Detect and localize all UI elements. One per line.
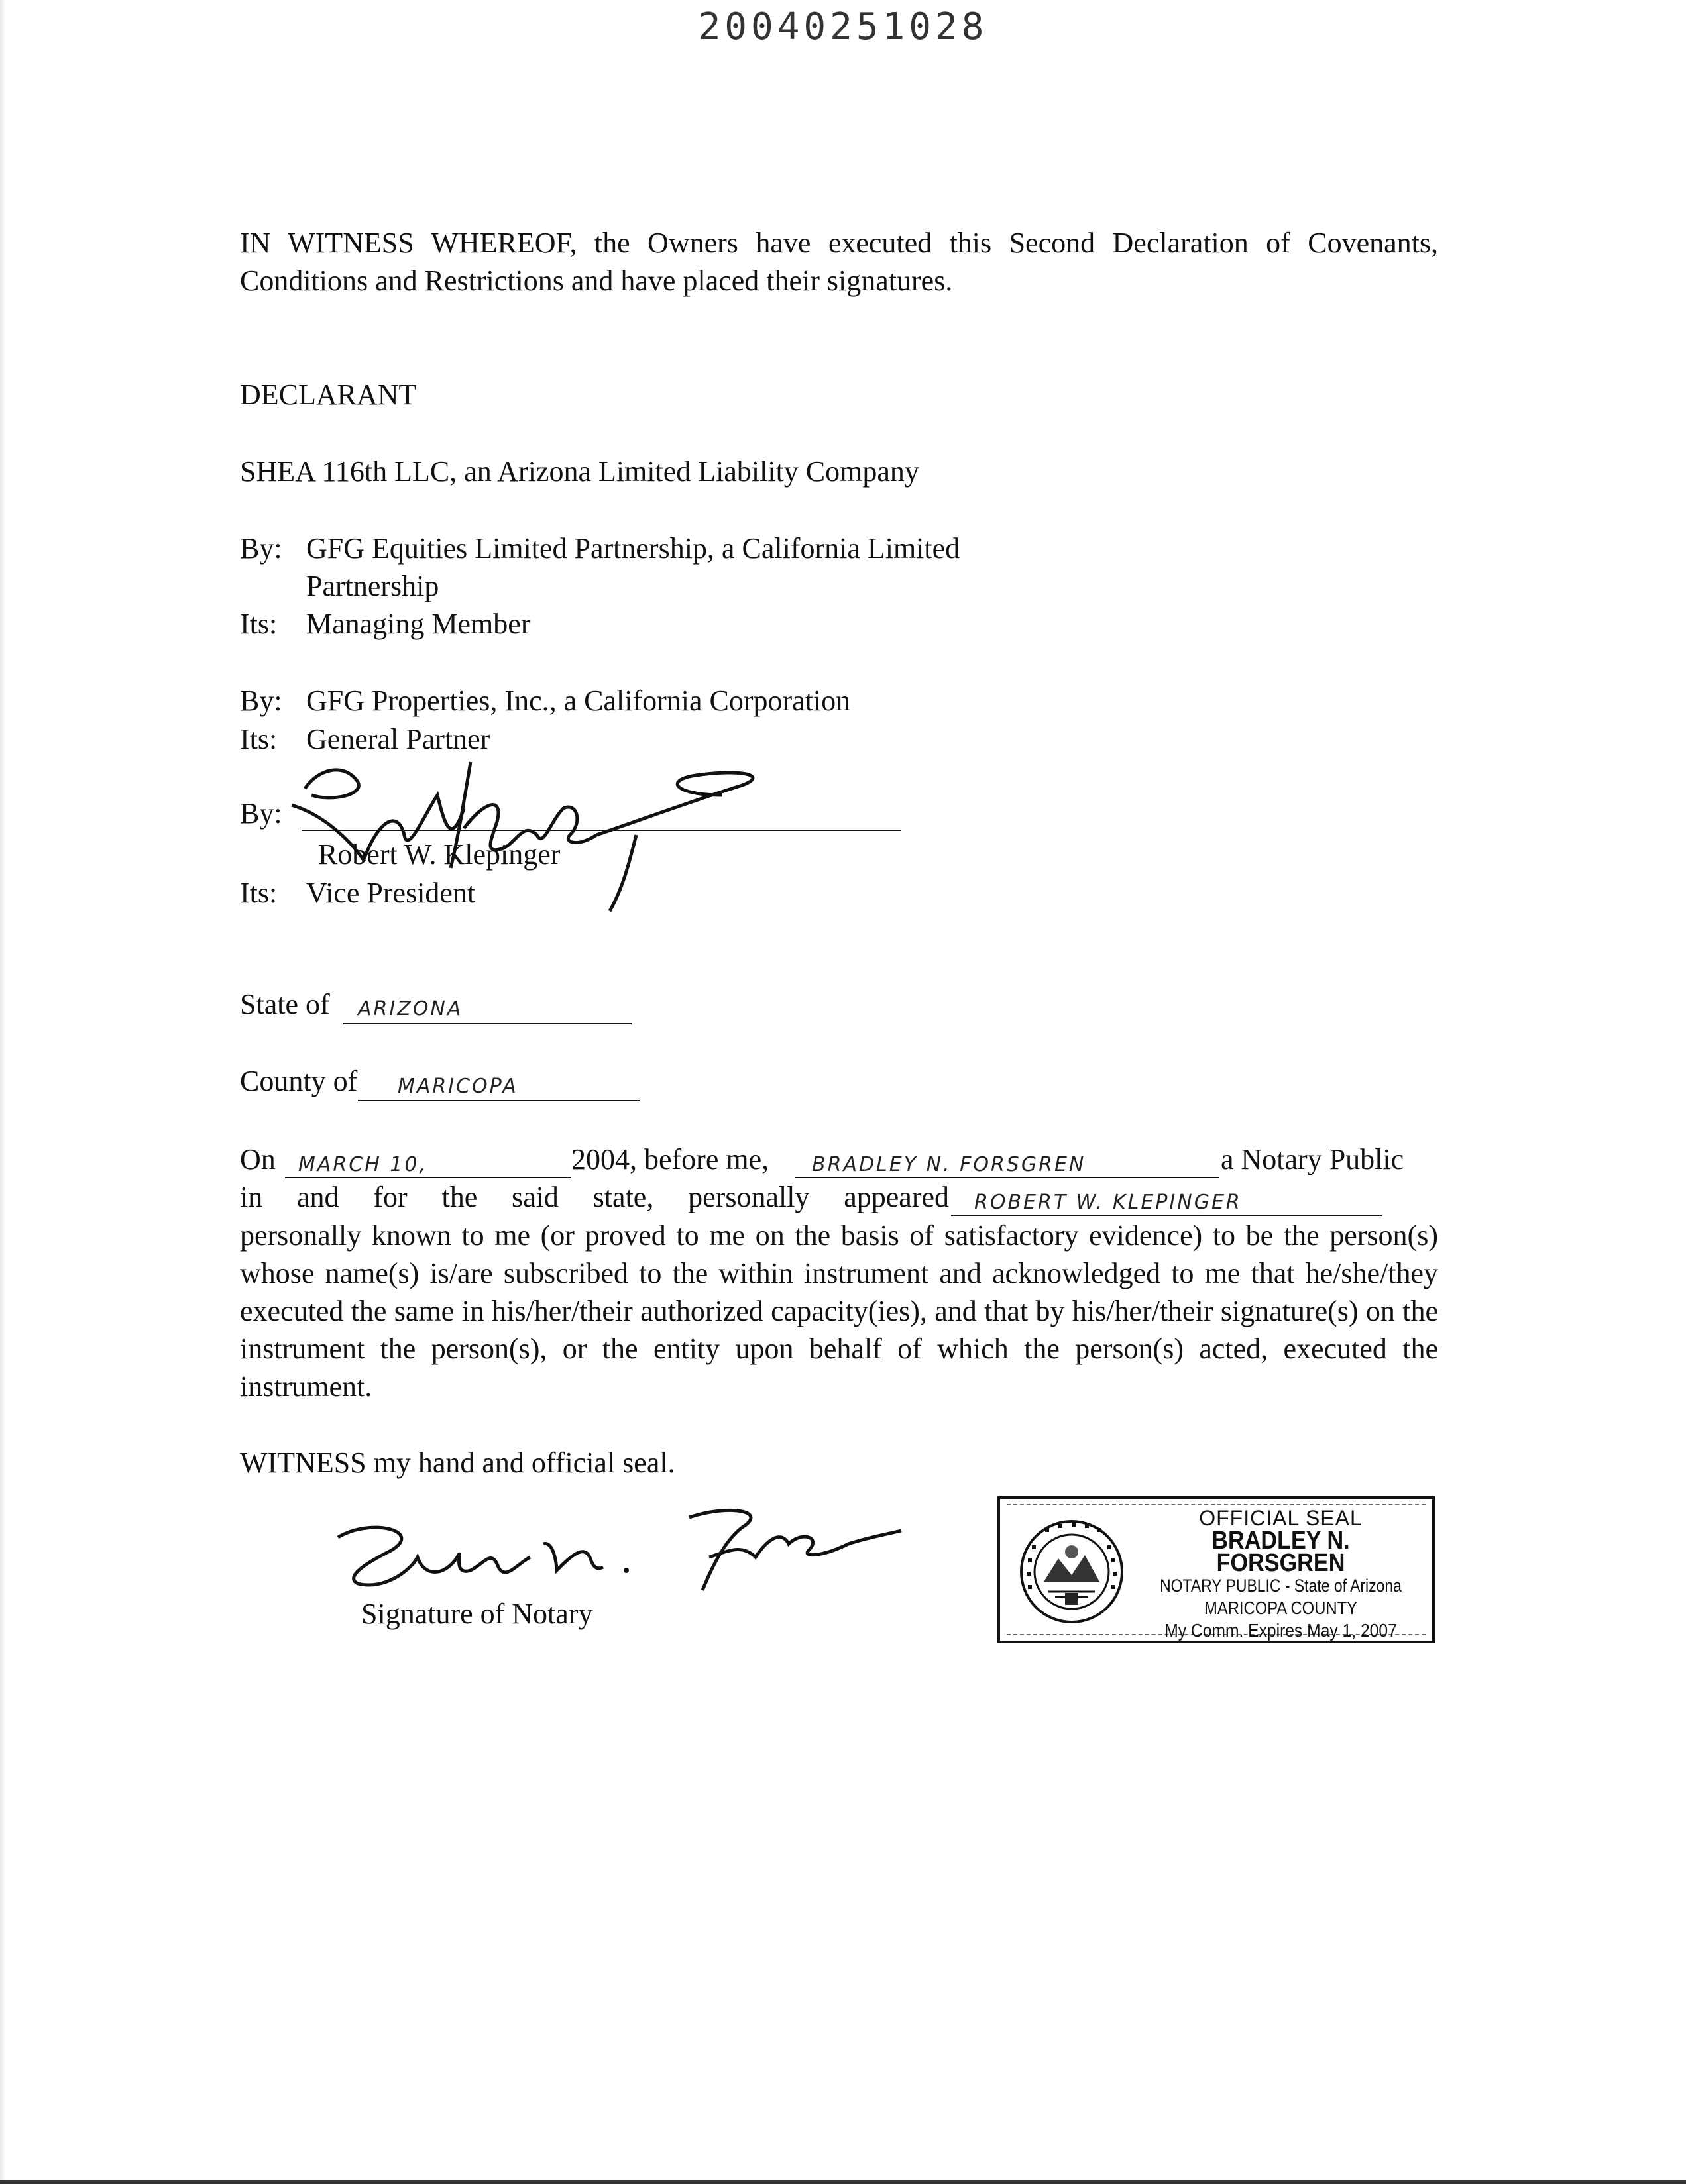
on-label: On <box>240 1143 276 1175</box>
seal-text-block <box>1136 1507 1426 1642</box>
witness-seal-text: WITNESS my hand and official seal. <box>240 1447 675 1479</box>
scan-edge <box>0 0 5 2184</box>
block2-its-label: Its: <box>240 723 278 755</box>
block1-by-label: By: <box>240 532 282 565</box>
block2-by-text: GFG Properties, Inc., a California Corporation <box>306 684 851 717</box>
block1-by-text: GFG Equities Limited Partnership, a California Limited <box>306 532 960 565</box>
seal-line-name: BRADLEY N. FORSGREN <box>1211 1527 1350 1577</box>
date-handwritten: MARCH 10, <box>298 1153 428 1176</box>
notary-name-underline <box>795 1177 1219 1178</box>
block3-its-text: Vice President <box>306 877 476 909</box>
arizona-state-seal-icon <box>1019 1519 1125 1625</box>
notary-public-text: a Notary Public <box>1221 1143 1404 1175</box>
state-label: State of <box>240 988 330 1020</box>
declarant-heading: DECLARANT <box>240 378 417 411</box>
block1-its-text: Managing Member <box>306 608 531 640</box>
witness-paragraph: IN WITNESS WHEREOF, the Owners have executed this Second Declaration of Covenants, Conditions and Restrictions and have placed their signatures. <box>240 227 1438 297</box>
notary-name-handwritten: BRADLEY N. FORSGREN <box>812 1153 1086 1176</box>
block2-by-label: By: <box>240 684 282 717</box>
seal-border-dots <box>1007 1504 1426 1505</box>
appeared-text: in and for the said state, personally appeared <box>240 1181 949 1213</box>
block1-by-text-cont: Partnership <box>306 570 439 602</box>
company-line: SHEA 116th LLC, an Arizona Limited Liability Company <box>240 455 919 488</box>
seal-line-county: MARICOPA COUNTY <box>1204 1598 1357 1618</box>
county-label: County of <box>240 1065 358 1097</box>
signer-name: Robert W. Klepinger <box>318 838 561 871</box>
seal-line-notary-public: NOTARY PUBLIC - State of Arizona <box>1160 1576 1402 1596</box>
seal-line-expires: My Comm. Expires May 1, 2007 <box>1164 1620 1397 1641</box>
official-seal-stamp <box>997 1496 1435 1643</box>
signature-caption: Signature of Notary <box>361 1598 593 1630</box>
appeared-underline <box>951 1215 1382 1216</box>
scan-edge-bottom <box>0 2180 1686 2184</box>
year-text: 2004, before me, <box>571 1143 769 1175</box>
state-handwritten: ARIZONA <box>358 997 463 1020</box>
date-underline <box>285 1177 571 1178</box>
block2-its-text: General Partner <box>306 723 490 755</box>
klepinger-signature <box>265 722 795 921</box>
block3-its-label: Its: <box>240 877 278 909</box>
block3-by-label: By: <box>240 797 282 830</box>
appeared-handwritten: ROBERT W. KLEPINGER <box>974 1191 1242 1214</box>
document-number: 20040251028 <box>698 5 988 48</box>
state-underline <box>343 1023 632 1024</box>
block1-its-label: Its: <box>240 608 278 640</box>
county-underline <box>358 1100 640 1101</box>
notary-body-paragraph: personally known to me (or proved to me on the basis of satisfactory evidence) to be the person(s) whose name(s) is/are subscribed to the within instrument and acknowledged to me that he/she/they executed the same in his/her/their authorized capacity(ies), and that by his/her/their signature(s) on the instrument the person(s), or the entity upon behalf of which the person(s) acted, executed the instrument. <box>240 1219 1438 1403</box>
county-handwritten: MARICOPA <box>398 1075 518 1098</box>
seal-line-official: OFFICIAL SEAL <box>1199 1506 1363 1530</box>
